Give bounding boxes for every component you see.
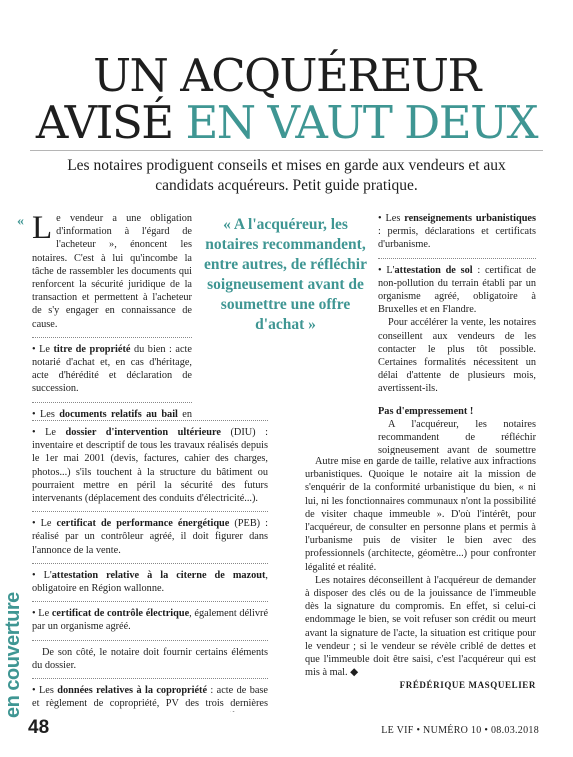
separator (32, 640, 268, 641)
headline-word-avise: AVISÉ (35, 96, 173, 149)
paragraph: Autre mise en garde de taille, relative aux infractions urbanistiques. Quoique le notaire ait la mission de s'enquérir de la conformité urbanistique du bien, « ni lui, ni les fonctionnaires communaux n'ont la possibilité de visiter chaque immeuble ». D'où l'intérêt, pour l'acquéreur, de consulter en personne plans et permis à l'urbanisme puis de visiter le bien avec des professionnels (architecte, géomètre...) pour confronter légalité et réalité. (305, 456, 536, 573)
separator (32, 337, 192, 338)
separator (32, 601, 268, 602)
header-rule (30, 150, 543, 151)
open-quote-mark: « (17, 214, 24, 229)
list-item: • Le certificat de contrôle électrique, également délivré par un organisme agréé. (32, 608, 268, 633)
separator (32, 678, 268, 679)
separator (378, 258, 536, 259)
separator (32, 420, 268, 421)
list-item: • L'attestation relative à la citerne de mazout, obligatoire en Région wallonne. (32, 569, 268, 595)
page-number: 48 (28, 717, 50, 738)
paragraph: Les notaires déconseillent à l'acquéreur de demander à disposer des clés ou de la jouissance de l'immeuble dès la signature du compromis. En effet, si celui-ci endommage le bien, se voit refuser son crédit ou meurt avant la signature de l'acte, la situation est critique pour le vendeur ; si le vendeur se révèle criblé de dettes et que l'immeuble doit être saisi, c'est l'acquéreur qui est mis à mal. ◆ (305, 574, 536, 679)
separator (32, 402, 192, 403)
section-label: en couverture (2, 592, 24, 718)
folio: LE VIF • NUMÉRO 10 • 08.03.2018 (381, 725, 539, 736)
byline: FRÉDÉRIQUE MASQUELIER (399, 680, 536, 691)
drop-cap: L (32, 212, 53, 246)
paragraph: A l'acquéreur, les notaires recommandent de réfléchir soigneusement avant de soumettre (378, 418, 536, 455)
list-item: • Les documents relatifs au bail en (32, 408, 192, 420)
separator (32, 563, 268, 564)
headline-accent: EN VAUT DEUX (185, 96, 538, 149)
list-item: • Le dossier d'intervention ultérieure (DIU) : inventaire et descriptif de tous les travaux réalisés depuis le 1er mai 2001 (devis, factures, cahier des charges, photos...) s'ils touchent à la structure du bâtiment ou pourraient mettre en péril la sécurité des futurs intervenants (déplacement des conduits d'électricité...). (32, 427, 268, 505)
paragraph: De son côté, le notaire doit fournir certains éléments du dossier. (32, 646, 268, 671)
paragraph: Pour accélérer la vente, les notaires conseillent aux vendeurs de les contacter le plus tôt possible. Certaines formalités nécessitent un délai d'attente de plusieurs mois, avertissent-ils. (378, 317, 536, 395)
pull-quote: « A l'acquéreur, les notaires recommandent, entre autres, de réfléchir soigneusement avant de soumettre une offre d'achat » (204, 216, 367, 333)
intro-paragraph: Le vendeur a une obligation d'information à l'égard de l'acheteur », énoncent les notaires. C'est à lui qu'incombe la tâche de rassembler les documents qui renforcent la sécurité juridique de la transaction et permettent à l'acheteur de s'y engager en connaissance de cause. (32, 212, 192, 330)
list-item: • L'attestation de sol : certificat de non-pollution du terrain établi par un organisme agréé, obligatoire à Bruxelles et en Flandre. (378, 264, 536, 316)
column-3 (378, 212, 536, 455)
headline-line-2 (0, 96, 573, 149)
column-1 (32, 212, 192, 420)
separator (32, 511, 268, 512)
list-item: • Les données relatives à la copropriété : acte de base et règlement de copropriété, PV des trois dernières (32, 685, 268, 710)
subhead: Pas d'empressement ! (378, 405, 474, 417)
list-item: • Les renseignements urbanistiques : permis, déclarations et certificats d'urbanisme. (378, 213, 536, 251)
list-item: • Le titre de propriété du bien : acte notarié d'achat et, en cas d'héritage, acte d'hérédité et déclaration de succession. (32, 343, 192, 395)
column-1-wide (32, 420, 268, 712)
list-item: • Le certificat de performance énergétique (PEB) : réalisé par un contrôleur agréé, il doit figurer dans l'annonce de la vente. (32, 518, 268, 556)
lede: Les notaires prodiguent conseils et mises en garde aux vendeurs et aux candidats acquéreurs. Petit guide pratique. (67, 157, 506, 194)
column-3-wide (305, 455, 536, 693)
headline-line-1: UN ACQUÉREUR (93, 49, 480, 102)
